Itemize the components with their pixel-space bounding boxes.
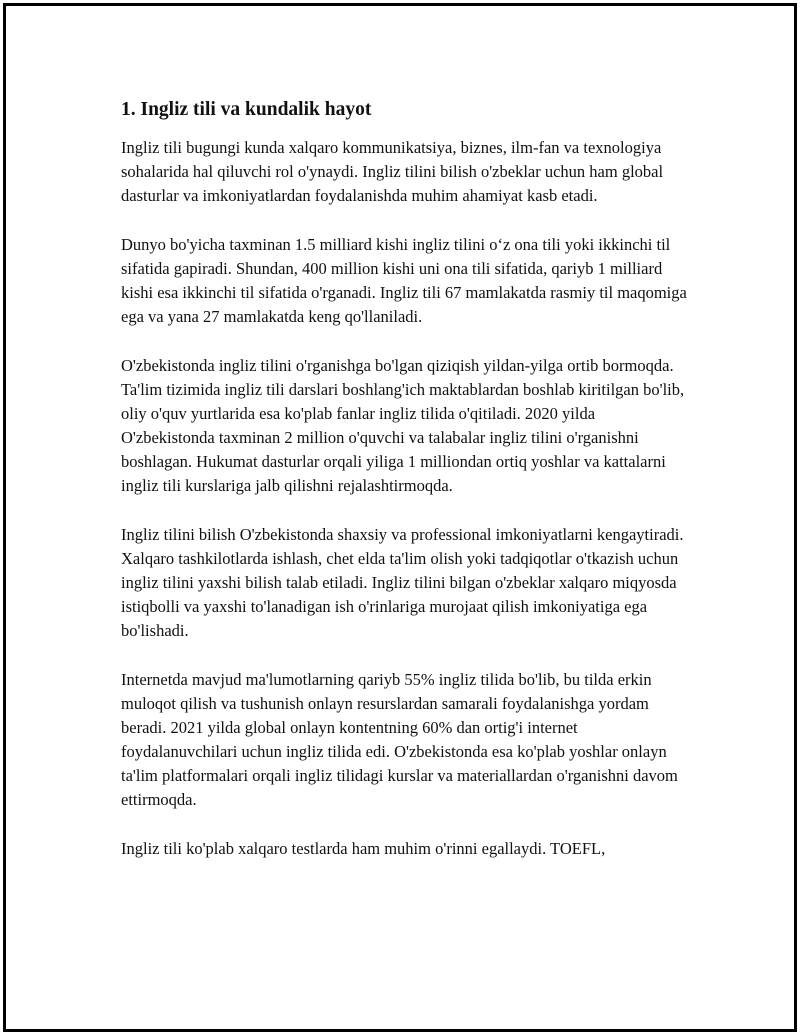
paragraph-international-tests: Ingliz tili ko'plab xalqaro testlarda ham muhim o'rinni egallaydi. TOEFL, (121, 839, 606, 858)
document-body (121, 98, 691, 886)
paragraph-intro: Ingliz tili bugungi kunda xalqaro kommunikatsiya, biznes, ilm-fan va texnologiya sohalarida hal qiluvchi rol o'ynaydi. Ingliz tilini bilish o'zbeklar uchun ham global dasturlar va imkoniyatlardan foydalanishda muhim ahamiyat kasb etadi. (121, 138, 664, 205)
paragraph-opportunities: Ingliz tilini bilish O'zbekistonda shaxsiy va professional imkoniyatlarni kengaytiradi. Xalqaro tashkilotlarda ishlash, chet elda ta'lim olish yoki tadqiqotlar o'tkazish uchun ingliz tilini yaxshi bilish talab etiladi. Ingliz tilini bilgan o'zbeklar xalqaro miqyosda istiqbolli va yaxshi to'lanadigan ish o'rinlariga murojaat qilish imkoniyatiga ega bo'lishadi. (121, 525, 684, 640)
section-heading: 1. Ingliz tili va kundalik hayot (121, 99, 372, 120)
paragraph-uzbekistan-learning: O'zbekistonda ingliz tilini o'rganishga bo'lgan qiziqish yildan-yilga ortib bormoqda. Ta'lim tizimida ingliz tili darslari boshlang'ich maktablardan boshlab kiritilgan bo'lib, oliy o'quv yurtlarida esa ko'plab fanlar ingliz tilida o'qitiladi. 2020 yilda O'zbekistonda taxminan 2 million o'quvchi va talabalar ingliz tilini o'rganishni boshlagan. Hukumat dasturlar orqali yiliga 1 milliondan ortiq yoshlar va kattalarni ingliz tili kurslariga jalb qilishni rejalashtirmoqda. (121, 356, 685, 495)
paragraph-internet-content: Internetda mavjud ma'lumotlarning qariyb 55% ingliz tilida bo'lib, bu tilda erkin muloqot qilish va tushunish onlayn resurslardan samarali foydalanishga yordam beradi. 2021 yilda global onlayn kontentning 60% dan ortig'i internet foydalanuvchilari uchun ingliz tilida edi. O'zbekistonda esa ko'plab yoshlar onlayn ta'lim platformalari orqali ingliz tilidagi kurslar va materiallardan o'rganishni davom ettirmoqda. (121, 670, 678, 809)
paragraph-world-speakers: Dunyo bo'yicha taxminan 1.5 milliard kishi ingliz tilini o‘z ona tili yoki ikkinchi til sifatida gapiradi. Shundan, 400 million kishi uni ona tili sifatida, qariyb 1 milliard kishi esa ikkinchi til sifatida o'rganadi. Ingliz tili 67 mamlakatda rasmiy til maqomiga ega va yana 27 mamlakatda keng qo'llaniladi. (121, 235, 687, 326)
document-page (3, 3, 797, 1032)
